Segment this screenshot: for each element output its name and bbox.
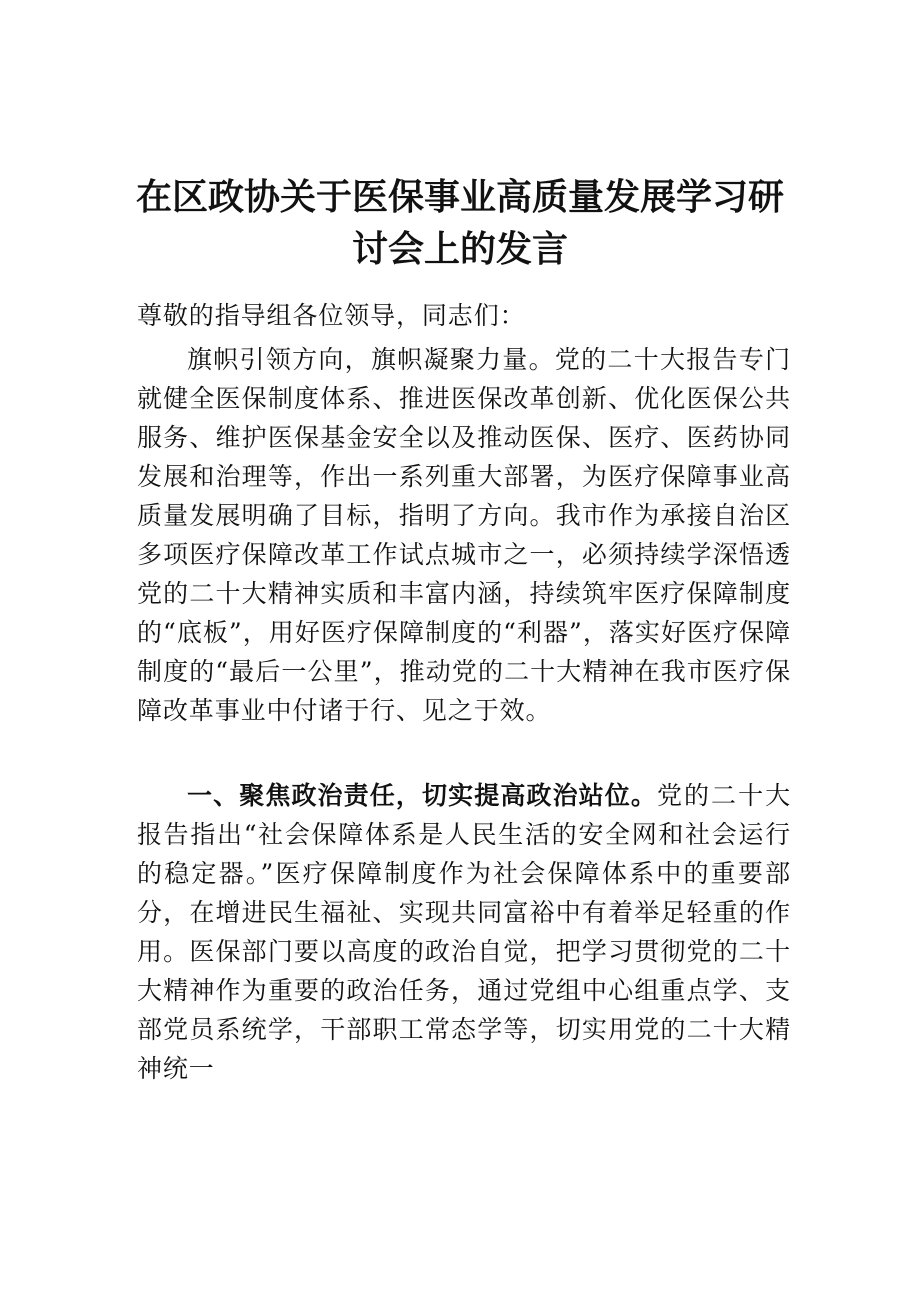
section-heading: 一、聚焦政治责任，切实提高政治站位。 — [187, 781, 658, 810]
title-line-1: 在区政协关于医保事业高质量发展学习研 — [135, 177, 784, 218]
salutation: 尊敬的指导组各位领导，同志们： — [137, 301, 526, 330]
paragraph-2-body: 党的二十大报告指出“社会保障体系是人民生活的安全网和社会运行的稳定器。”医疗保障制度作为社会保障体系中的重要部分，在增进民生福祉、实现共同富裕中有着举足轻重的作用。医保部门要以高度的政治自觉，把学习贯彻党的二十大精神作为重要的政治任务，通过党组中心组重点学、支部党员系统学，干部职工常态学等，切实用党的二十大精神统一 — [137, 781, 791, 1083]
paragraph-1: 旗帜引领方向，旗帜凝聚力量。党的二十大报告专门就健全医保制度体系、推进医保改革创新、优化医保公共服务、维护医保基金安全以及推动医保、医疗、医药协同发展和治理等，作出一系列重大部署，为医疗保障事业高质量发展明确了目标，指明了方向。我市作为承接自治区多项医疗保障改革工作试点城市之一，必须持续学深悟透党的二十大精神实质和丰富内涵，持续筑牢医疗保障制度的“底板”，用好医疗保障制度的“利器”，落实好医疗保障制度的“最后一公里”，推动党的二十大精神在我市医疗保障改革事业中付诸于行、见之于效。 — [137, 345, 791, 725]
title-line-2: 讨会上的发言 — [351, 229, 568, 270]
paragraph-2 — [137, 776, 791, 1088]
document-title — [120, 172, 800, 276]
